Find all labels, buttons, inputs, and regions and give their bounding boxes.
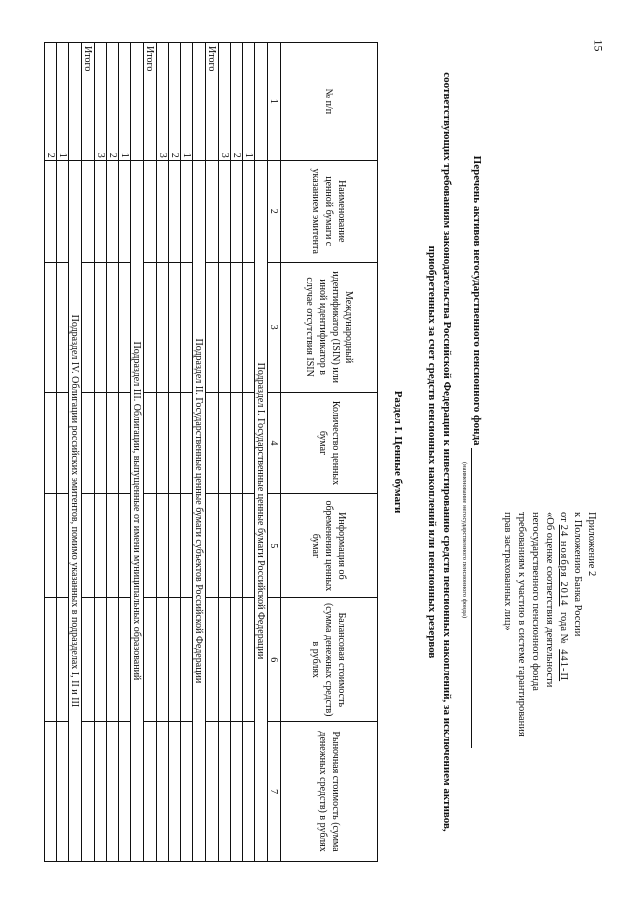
fund-name-blank [471,448,484,748]
appendix-line-7: прав застрахованных лиц» [502,512,513,631]
row-index: 3 [95,43,107,161]
appendix-line-3 [556,512,570,737]
column-number: 3 [268,262,281,392]
header-cell: Рыночная стоимость (сумма денежных средств) в рублях [281,722,378,862]
table-row [107,43,119,862]
row-index: 2 [231,43,243,161]
subsection-title: Подраздел III. Облигации, выпущенные от имени муниципальных образований [131,160,144,861]
appendix-date-prefix: от [558,512,569,522]
column-number-row [268,43,281,862]
subsection-row [255,43,268,862]
appendix-number-prefix: года № [558,612,569,644]
table-row [181,43,193,862]
subsection-row [193,43,206,862]
total-row [144,43,157,862]
row-index: 1 [119,43,131,161]
row-index: 2 [107,43,119,161]
column-number: 6 [268,598,281,722]
total-label: Итого [206,43,219,161]
table-row [169,43,181,862]
appendix-date: 24 ноября 2014 [558,524,569,607]
table-row [57,43,69,862]
header-cell: Наименование ценной бумаги с указанием эмитента [281,160,378,262]
column-number: 4 [268,392,281,494]
column-number: 5 [268,494,281,598]
column-number: 2 [268,160,281,262]
table-row [119,43,131,862]
securities-table [44,42,378,862]
appendix-number: 441-П [558,649,569,682]
appendix-line-1: Приложение 2 [586,512,597,577]
header-cell: Информация об обременении ценных бумаг [281,494,378,598]
row-index: 3 [219,43,231,161]
subsection-row [131,43,144,862]
table-row [45,43,57,862]
row-index: 1 [181,43,193,161]
total-label: Итого [144,43,157,161]
document-description: соответствующих требованиям законодательства Российской Федерации к инвестированию средств пенсионных накоплений, за исключением активов, приобретенных за счет средств пенсионных накоплений или пенсионных резервов [426,72,453,832]
appendix-line-2: к Положению Банка России [572,512,583,637]
appendix-line-4: «Об оценке соответствия деятельности [544,512,555,688]
row-index: 3 [157,43,169,161]
table-row [243,43,255,862]
total-row [206,43,219,862]
column-number: 7 [268,722,281,862]
table-row [157,43,169,862]
fund-caption: (наименование негосударственного пенсионного фонда) [461,462,468,618]
header-cell: Количество ценных бумаг [281,392,378,494]
subsection-title: Подраздел IV. Облигации российских эмитентов, помимо указанных в подразделах I, II и III [69,160,82,861]
document-body [40,42,600,862]
total-label: Итого [82,43,95,161]
appendix-header [500,512,598,737]
header-cell: Балансовая стоимость (сумма денежных средств) в рублях [281,598,378,722]
subsection-title: Подраздел II. Государственные ценные бумаги субъектов Российской Федерации [193,160,206,861]
row-index: 2 [45,43,57,161]
table-header-row [281,43,378,862]
table-row [231,43,243,862]
subsection-row [69,43,82,862]
subsection-title: Подраздел I. Государственные ценные бумаги Российской Федерации [255,160,268,861]
section-title: Раздел I. Ценные бумаги [392,390,404,514]
total-row [82,43,95,862]
header-cell: Международный идентификатор (ISIN) или иной идентификатор в случае отсутствия ISIN [281,262,378,392]
page-number: 15 [591,39,606,52]
fund-line-label: Перечень активов негосударственного пенсионного фонда [471,155,483,446]
table-row [95,43,107,862]
row-index: 1 [57,43,69,161]
fund-line [471,42,484,862]
table-row [219,43,231,862]
appendix-line-5: негосударственного пенсионного фонда [530,512,541,691]
row-index: 1 [243,43,255,161]
row-index: 2 [169,43,181,161]
header-cell: № п/п [281,43,378,161]
appendix-line-6: требованиям к участию в системе гарантирования [516,512,527,737]
column-number: 1 [268,43,281,161]
